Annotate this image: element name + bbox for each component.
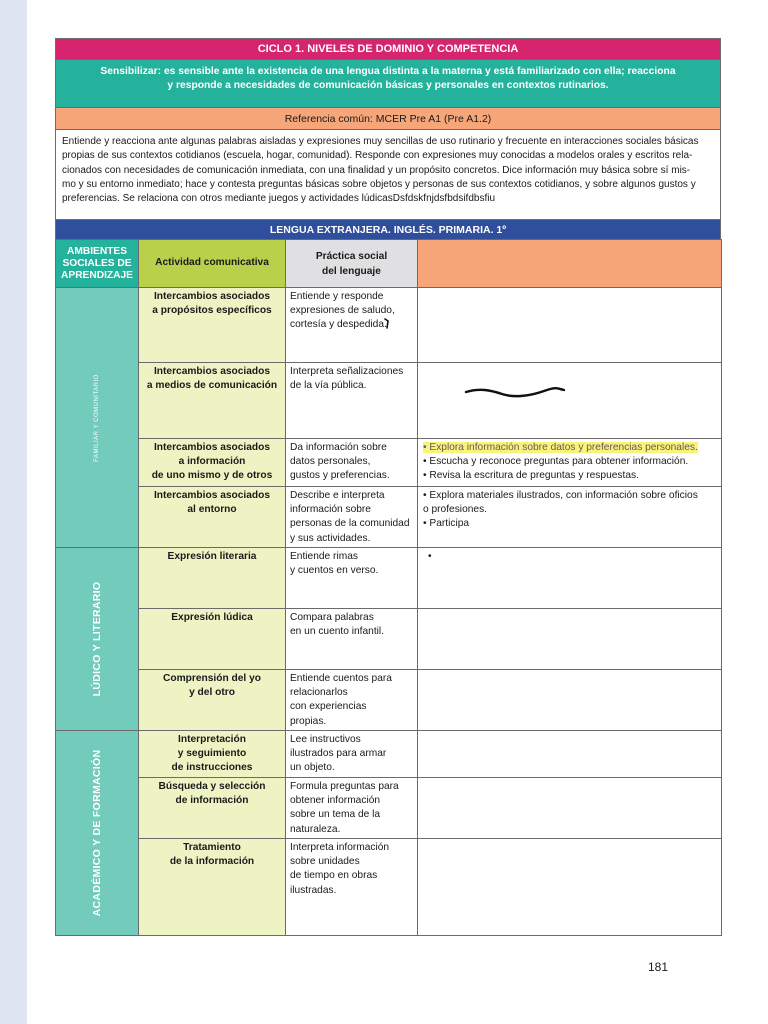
practice-cell: Da información sobre datos personales, gustos y preferencias. [286,439,418,487]
reference-bar: Referencia común: MCER Pre A1 (Pre A1.2) [55,107,721,129]
notes-cell [418,778,722,839]
activity-cell: Búsqueda y selección de información [139,778,286,839]
section-ludico [56,548,139,731]
section-ludico-label: LÚDICO Y LITERARIO [90,581,103,697]
note-line: • [428,551,432,562]
notes-cell [418,487,722,548]
header-ambientes-label: AMBIENTES SOCIALES DE APRENDIZAJE [61,245,133,281]
section-academico-label: ACADÉMICO Y DE FORMACIÓN [90,749,103,917]
activity-cell: Intercambios asociados a propósitos específicos [139,288,286,363]
practice-cell: Describe e interpreta información sobre personas de la comunidad y sus actividades. [286,487,418,548]
practice-cell: Lee instructivos ilustrados para armar un objeto. [286,731,418,778]
sensibilizar-bar: Sensibilizar: es sensible ante la existencia de una lengua distinta a la materna y está familiarizado con ella; reacciona y responde a necesidades de comunicación básicas y personales en contextos rutinarios. [55,59,721,107]
table-row [56,778,722,839]
activity-cell: Intercambios asociados a información de uno mismo y de otros [139,439,286,487]
practice-cell: Interpreta información sobre unidades de tiempo en obras ilustradas. [286,839,418,936]
note-line: • Revisa la escritura de preguntas y respuestas. [423,470,639,482]
table-row [56,439,722,487]
table-row [56,670,722,731]
header-practica [286,240,418,288]
highlighted-note: • Explora información sobre datos y preferencias personales. [423,442,698,453]
practice-cell: Formula preguntas para obtener información sobre un tema de la naturaleza. [286,778,418,839]
activity-cell: Intercambios asociados al entorno [139,487,286,548]
table-row [56,487,722,548]
cycle-title-bar [55,38,721,59]
note-line: • Participa [423,518,470,530]
table-header-row [56,240,722,288]
note-line [423,441,717,455]
competency-table [55,239,722,936]
page-number: 181 [648,960,669,974]
activity-cell: Comprensión del yo y del otro [139,670,286,731]
note-line: • Escucha y reconoce preguntas para obtener información. [423,456,689,468]
notes-cell [418,609,722,670]
notes-cell [418,548,722,609]
notes-cell [418,439,722,487]
notes-cell [418,731,722,778]
table-row [56,548,722,609]
practice-cell: Interpreta señalizaciones de la vía pública. [286,363,418,439]
notes-cell [418,670,722,731]
table-row [56,363,722,439]
practice-cell: Entiende cuentos para relacionarlos con experiencias propias. [286,670,418,731]
activity-cell: Tratamiento de la información [139,839,286,936]
activity-cell: Interpretación y seguimiento de instrucciones [139,731,286,778]
section-familiar-label: FAMILIAR Y COMUNITARIO [93,373,100,462]
activity-cell: Expresión literaria [139,548,286,609]
practice-cell: Entiende y responde expresiones de saludo, cortesía y despedida. [286,288,418,363]
activity-cell: Intercambios asociados a medios de comunicación [139,363,286,439]
note-line: • Explora materiales ilustrados, con información sobre oficios o profesiones. [423,490,698,516]
header-actividad: Actividad comunicativa [139,240,286,288]
practice-cell: Entiende rimas y cuentos en verso. [286,548,418,609]
section-familiar [56,288,139,548]
cycle-title-text: NIVELES DE DOMINIO Y COMPETENCIA [304,43,519,55]
pen-scribble-icon [460,380,570,404]
section-academico [56,731,139,936]
cycle-title-prefix: CICLO 1. [257,43,305,55]
table-row [56,839,722,936]
activity-cell: Expresión lúdica [139,609,286,670]
subject-bar: LENGUA EXTRANJERA. INGLÉS. PRIMARIA. 1º [55,219,721,239]
practice-cell: Compara palabras en un cuento infantil. [286,609,418,670]
notes-cell [418,288,722,363]
header-ambientes [56,240,139,288]
table-row [56,731,722,778]
level-description: Entiende y reacciona ante algunas palabras aisladas y expresiones muy sencillas de uso rutinario y frecuente en interacciones sociales básicas propias de sus contextos cotidianos (escuela, hogar, comunidad). Responde con expresiones muy conocidas a modelos orales y escritos rela- cionados con necesidades de comunicación inmediata, con una finalidad y un propósito concretos. Dice información muy básica sobre sí mis- mo y su entorno inmediato; hace y contesta preguntas básicas sobre objetos y personas de sus contextos cotidianos, y sobre algunos gustos y preferencias. Se relaciona con otros mediante juegos y actividades lúdicasDsfdskfnjdsfbdsifdbsfiu [55,129,721,219]
page-left-margin [0,0,27,1024]
competency-document [55,38,721,936]
notes-cell [418,839,722,936]
header-practica-label: Práctica social del lenguaje [315,250,388,277]
table-row [56,609,722,670]
header-notes-blank [418,240,722,288]
pen-mark-icon [383,317,391,331]
